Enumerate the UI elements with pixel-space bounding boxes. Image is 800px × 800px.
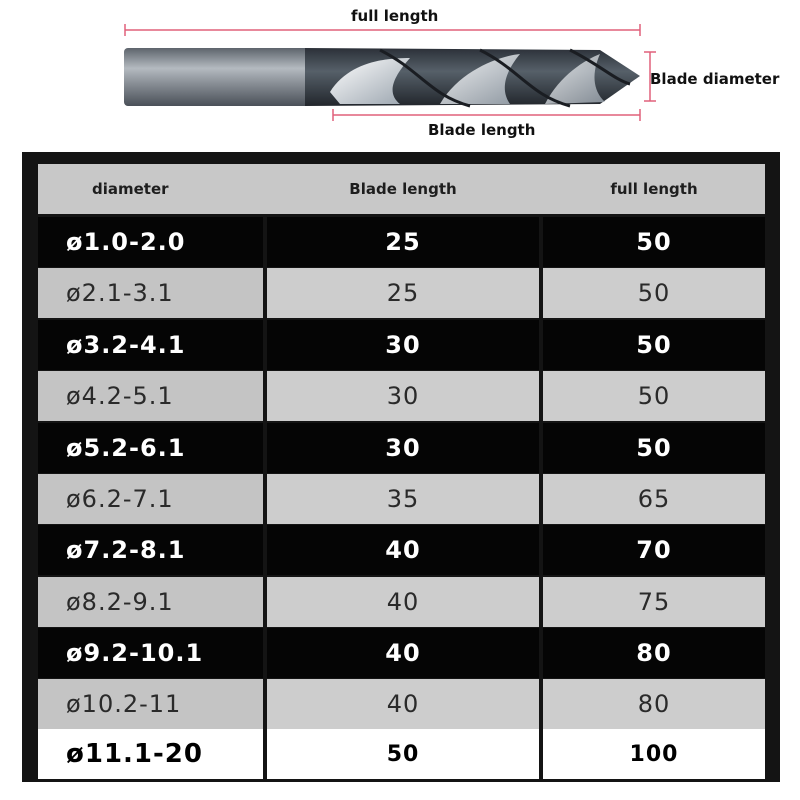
- diameter-cell: ø10.2-11: [38, 679, 263, 729]
- table-header-row: [22, 164, 780, 214]
- blade-length-cell: 30: [267, 320, 539, 370]
- table-row: [22, 474, 780, 524]
- full-length-cell: 50: [543, 371, 765, 421]
- diameter-cell: ø9.2-10.1: [38, 628, 263, 678]
- diameter-cell: ø4.2-5.1: [38, 371, 263, 421]
- diameter-cell: ø6.2-7.1: [38, 474, 263, 524]
- full-length-cell: 100: [543, 729, 765, 779]
- full-length-cell: 75: [543, 577, 765, 627]
- table-row: [22, 320, 780, 370]
- table-row: [22, 577, 780, 627]
- table-row: [22, 268, 780, 318]
- blade-length-cell: 25: [267, 268, 539, 318]
- table-row: [22, 628, 780, 678]
- diameter-cell: ø2.1-3.1: [38, 268, 263, 318]
- full-length-cell: 50: [543, 423, 765, 473]
- header-diameter: diameter: [38, 164, 765, 214]
- diameter-cell: ø5.2-6.1: [38, 423, 263, 473]
- blade-length-cell: 40: [267, 577, 539, 627]
- blade-length-label: Blade length: [428, 121, 536, 139]
- header-blade-length: Blade length: [349, 180, 457, 198]
- full-length-cell: 50: [543, 268, 765, 318]
- diameter-cell: ø7.2-8.1: [38, 525, 263, 575]
- blade-length-cell: 40: [267, 628, 539, 678]
- blade-diameter-label: Blade diameter: [650, 70, 780, 88]
- blade-length-cell: 30: [267, 371, 539, 421]
- full-length-cell: 80: [543, 679, 765, 729]
- table-row: [22, 217, 780, 267]
- spec-table: [22, 152, 780, 782]
- full-length-cell: 65: [543, 474, 765, 524]
- diameter-cell: ø3.2-4.1: [38, 320, 263, 370]
- blade-length-cell: 40: [267, 679, 539, 729]
- diameter-cell: ø1.0-2.0: [38, 217, 263, 267]
- blade-length-cell: 40: [267, 525, 539, 575]
- table-row: [22, 729, 780, 779]
- diameter-cell: ø8.2-9.1: [38, 577, 263, 627]
- header-full-length: full length: [610, 180, 698, 198]
- full-length-cell: 70: [543, 525, 765, 575]
- full-length-dimension: [125, 24, 640, 36]
- blade-length-cell: 25: [267, 217, 539, 267]
- blade-length-cell: 50: [267, 729, 539, 779]
- table-row: [22, 423, 780, 473]
- full-length-cell: 50: [543, 217, 765, 267]
- table-row: [22, 679, 780, 729]
- blade-length-cell: 30: [267, 423, 539, 473]
- blade-length-dimension: [333, 109, 640, 121]
- full-length-label: full length: [351, 7, 439, 25]
- full-length-cell: 80: [543, 628, 765, 678]
- diameter-cell: ø11.1-20: [38, 729, 263, 779]
- table-row: [22, 525, 780, 575]
- drill-diagram: [0, 0, 800, 150]
- blade-length-cell: 35: [267, 474, 539, 524]
- full-length-cell: 50: [543, 320, 765, 370]
- table-row: [22, 371, 780, 421]
